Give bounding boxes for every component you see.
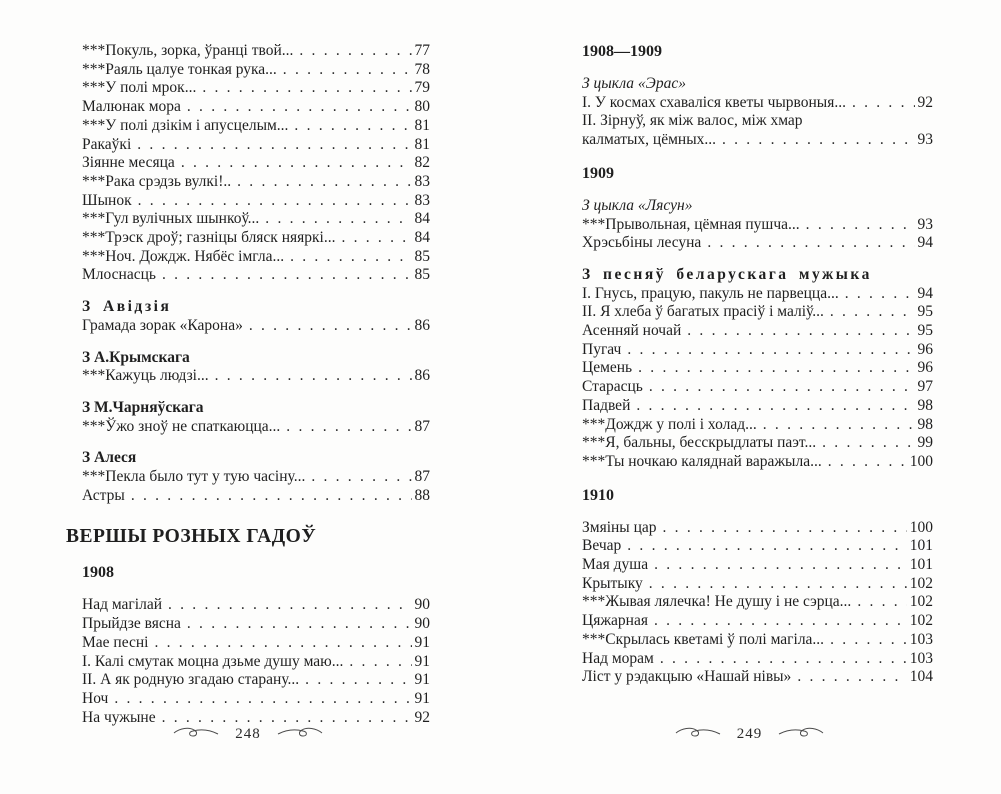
cycle-heading: З цыкла «Эрас» [582,75,686,92]
toc-entry [66,671,430,690]
toc-entry-page-number: 87 [414,468,430,486]
toc-entry-title: ***Ты ночкаю каляднай варажыла... [582,452,822,470]
dot-leader [137,136,411,155]
toc-entry [66,192,430,211]
dot-leader [797,668,906,687]
toc-right-column [566,42,933,687]
toc-entry-page-number: 90 [414,615,430,633]
toc-entry-page-number: 103 [909,649,933,667]
dot-leader [654,556,907,575]
toc-entry [66,248,430,267]
toc-entry [566,575,933,594]
toc-entry-page-number: 98 [917,396,933,414]
toc-entry-title: Астры [82,486,125,504]
toc-entry-page-number: 84 [414,229,430,247]
toc-entry-title: ***Трэск дроў; газніцы бляск няяркі... [82,229,336,247]
toc-entry [66,615,430,634]
toc-entry-title: На чужыне [82,708,156,726]
toc-entry-title: ***Скрылась кветамі ў полі магіла... [582,630,825,648]
toc-entry-title: І. Калі смутак моцна дзьме душу маю... [82,652,344,670]
toc-entry-page-number: 91 [414,689,430,707]
dot-leader [249,317,412,336]
toc-entry-page-number: 91 [414,671,430,689]
toc-entry [566,416,933,435]
dot-leader [286,418,411,437]
dot-leader [349,653,411,672]
toc-entry-title: ***У полі дзікім і апусцелым... [82,116,289,134]
toc-entry-title: калматых, цёмных... [582,131,716,149]
dot-leader [202,79,411,98]
toc-entry-title: Грамада зорак «Карона» [82,316,243,334]
section-heading: З Авідзія [82,298,172,316]
toc-entry-title: ***Жывая лялечка! Не душу і не сэрца... [582,593,852,611]
toc-entry [66,117,430,136]
dot-leader [341,229,411,248]
toc-entry [566,378,933,397]
dot-leader [722,131,915,150]
page-left [66,42,430,742]
toc-entry-title: Зіянне месяца [82,154,175,172]
dot-leader [162,266,412,285]
toc-entry-title: Мае песні [82,633,149,651]
toc-entry-title: ***У полі мрок... [82,79,197,97]
toc-entry-title: ***Гул вулічных шынкоў... [82,210,260,228]
toc-entry [66,229,430,248]
toc-entry [566,668,933,687]
toc-entry [66,367,430,386]
dot-leader [154,634,411,653]
toc-entry-title: І. У космах схаваліся кветы чырвоныя... [582,93,846,111]
main-title: ВЕРШЫ РОЗНЫХ ГАДОЎ [66,526,317,548]
toc-entry-title: Малюнак мора [82,98,181,116]
toc-left-column [66,42,430,727]
toc-entry [566,359,933,378]
toc-entry-page-number: 100 [909,518,933,536]
dot-leader [138,192,412,211]
toc-entry [66,653,430,672]
dot-leader [627,537,906,556]
dot-leader [299,42,411,61]
toc-entry [566,556,933,575]
toc-entry [566,341,933,360]
toc-entry [566,434,933,453]
toc-entry [566,519,933,538]
toc-entry-title: ***Рака срэдзь вулкі!.. [82,172,232,190]
toc-entry [66,154,430,173]
cycle-heading: З цыкла «Лясун» [582,196,693,214]
toc-entry-title: І. Гнусь, працую, пакуль не парвецца... [582,284,839,302]
toc-entry-page-number: 85 [414,247,430,265]
toc-entry-page-number: 90 [414,596,430,614]
toc-entry-page-number: 85 [414,266,430,284]
toc-entry-page-number: 84 [414,210,430,228]
flourish-icon [675,726,721,743]
toc-entry [66,173,430,192]
toc-entry-title: ***Дождж у полі і холад... [582,415,757,433]
section-heading: З песняў беларускага мужыка [582,265,872,283]
toc-entry-page-number: 80 [414,98,430,116]
toc-entry [66,210,430,229]
toc-entry [66,596,430,615]
toc-entry-title: Ноч [82,689,109,707]
dot-leader [828,453,907,472]
dot-leader [215,367,412,386]
section-heading: З А.Крымскага [82,348,190,366]
dot-leader [830,303,915,322]
toc-entry-page-number: 101 [909,537,933,555]
toc-entry-title: ***Кажуць людзі... [82,367,209,385]
section-heading: З М.Чарняўскага [82,398,204,416]
toc-entry-title: Падвей [582,396,631,414]
toc-entry-page-number: 78 [414,60,430,78]
dot-leader [131,487,412,506]
toc-entry-page-number: 104 [909,668,933,686]
toc-entry-page-number: 82 [414,154,430,172]
toc-entry-page-number: 77 [414,42,430,59]
toc-entry-page-number: 91 [414,652,430,670]
year-heading: 1909 [582,164,614,182]
toc-entry-title: Пугач [582,340,622,358]
dot-leader [857,593,906,612]
toc-entry-page-number: 98 [917,415,933,433]
flourish-icon [173,726,219,743]
dot-leader [237,173,411,192]
toc-entry-title: Прыйдзе вясна [82,615,181,633]
toc-entry-title: Цемень [582,359,633,377]
toc-entry-title: ***Прывольная, цёмная пушча... [582,215,800,233]
dot-leader [663,519,907,538]
toc-entry-title: Асенняй ночай [582,322,682,340]
dot-leader [294,117,411,136]
toc-entry [566,234,933,253]
toc-entry [566,593,933,612]
toc-entry-title: ***Ноч. Дождж. Нябёс імгла... [82,247,285,265]
flourish-icon [277,726,323,743]
toc-entry-title: ІІ. А як родную згадаю старану... [82,671,300,689]
dot-leader [168,596,412,615]
toc-entry-title: Ліст у рэдакцыю «Нашай нівы» [582,668,792,686]
toc-entry-title: ***Я, бальны, бесскрыдлаты паэт... [582,434,817,452]
toc-entry-title: ***Раяль цалуе тонкая рука... [82,60,277,78]
dot-leader [852,94,915,113]
toc-entry [66,468,430,487]
folio-left [66,726,430,743]
toc-entry-page-number: 96 [917,359,933,377]
toc-entry-page-number: 92 [917,93,933,111]
toc-entry-title: Старасць [582,378,643,396]
toc-entry-title: ІІ. Я хлеба ў багатых прасіў і маліў... [582,303,824,321]
toc-entry-page-number: 86 [414,367,430,385]
toc-entry [66,136,430,155]
toc-entry-title: Хрэсьбіны лесуна [582,234,702,252]
section-heading: З Алеся [82,449,137,467]
dot-leader [822,434,914,453]
toc-entry [66,317,430,336]
toc-entry [566,612,933,631]
toc-entry [566,131,933,150]
dot-leader [649,575,907,594]
toc-entry [66,418,430,437]
dot-leader [830,631,907,650]
page-right [566,42,933,742]
toc-entry-page-number: 87 [414,417,430,435]
toc-entry-page-number: 93 [917,131,933,149]
toc-entry-page-number: 93 [917,215,933,233]
toc-entry [66,79,430,98]
folio-right [566,726,933,743]
dot-leader [283,61,412,80]
toc-entry-title: Шынок [82,191,132,209]
dot-leader [707,234,914,253]
toc-entry-page-number: 97 [917,378,933,396]
toc-entry-page-number: 99 [917,434,933,452]
dot-leader [845,285,915,304]
dot-leader [187,615,412,634]
toc-entry-page-number: 88 [414,486,430,504]
toc-entry [66,634,430,653]
toc-entry-page-number: 81 [414,116,430,134]
toc-entry [66,42,430,61]
dot-leader [265,210,411,229]
toc-entry-page-number: 83 [414,172,430,190]
dot-leader [162,709,412,728]
toc-entry-page-number: 94 [917,234,933,252]
toc-entry-page-number: 91 [414,633,430,651]
dot-leader [187,98,412,117]
flourish-icon [778,726,824,743]
year-heading: 1908 [82,564,114,582]
toc-entry-page-number: 101 [909,556,933,574]
toc-entry-title: Над магілай [82,596,162,614]
toc-entry-page-number: 95 [917,303,933,321]
toc-entry-page-number: 92 [414,708,430,726]
toc-entry-title: Мая душа [582,556,649,574]
toc-entry-page-number: 102 [909,574,933,592]
toc-entry-title: Над морам [582,649,654,667]
toc-entry-page-number: 103 [909,630,933,648]
toc-entry-title: ІІ. Зірнуў, як між валос, між хмар [582,112,803,130]
dot-leader [627,341,914,360]
dot-leader [311,468,411,487]
year-heading: 1910 [582,486,614,504]
toc-entry-title: ***Пекла было тут у тую часіну... [82,468,306,486]
toc-entry-page-number: 83 [414,191,430,209]
toc-entry [566,453,933,472]
year-heading: 1908—1909 [582,43,662,60]
toc-entry-title: ***Ўжо зноў не спаткаюцца... [82,417,281,435]
toc-entry-page-number: 81 [414,135,430,153]
dot-leader [806,216,915,235]
dot-leader [114,690,411,709]
toc-entry [566,650,933,669]
toc-entry-title: Крытыку [582,574,643,592]
toc-entry [566,285,933,304]
toc-entry [66,690,430,709]
toc-entry-title: ***Покуль, зорка, ўранці твой... [82,42,294,59]
toc-entry [66,98,430,117]
page-number: 248 [235,726,261,742]
toc-entry-title: Млоснасць [82,266,156,284]
dot-leader [305,671,411,690]
toc-entry-page-number: 94 [917,284,933,302]
toc-entry-page-number: 96 [917,340,933,358]
toc-entry-page-number: 86 [414,316,430,334]
dot-leader [660,650,907,669]
toc-entry-page-number: 102 [909,593,933,611]
dot-leader [290,248,411,267]
toc-entry [566,397,933,416]
toc-entry [566,537,933,556]
toc-entry-page-number: 95 [917,322,933,340]
dot-leader [654,612,907,631]
dot-leader [649,378,915,397]
toc-entry [66,487,430,506]
toc-entry [66,709,430,728]
dot-leader [687,322,914,341]
toc-entry [566,94,933,113]
toc-entry-page-number: 100 [909,452,933,470]
toc-entry-page-number: 79 [414,79,430,97]
toc-entry [566,216,933,235]
dot-leader [181,154,412,173]
toc-entry [566,112,933,131]
toc-entry-title: Змяіны цар [582,518,657,536]
page-number: 249 [736,726,763,742]
toc-entry [66,61,430,80]
toc-entry-page-number: 102 [909,612,933,630]
toc-entry [66,266,430,285]
toc-entry-title: Ракаўкі [82,135,132,153]
dot-leader [763,416,915,435]
toc-entry [566,303,933,322]
toc-entry [566,631,933,650]
toc-entry-title: Цяжарная [582,612,648,630]
toc-entry [566,322,933,341]
dot-leader [638,359,914,378]
toc-entry-title: Вечар [582,537,622,555]
dot-leader [636,397,914,416]
